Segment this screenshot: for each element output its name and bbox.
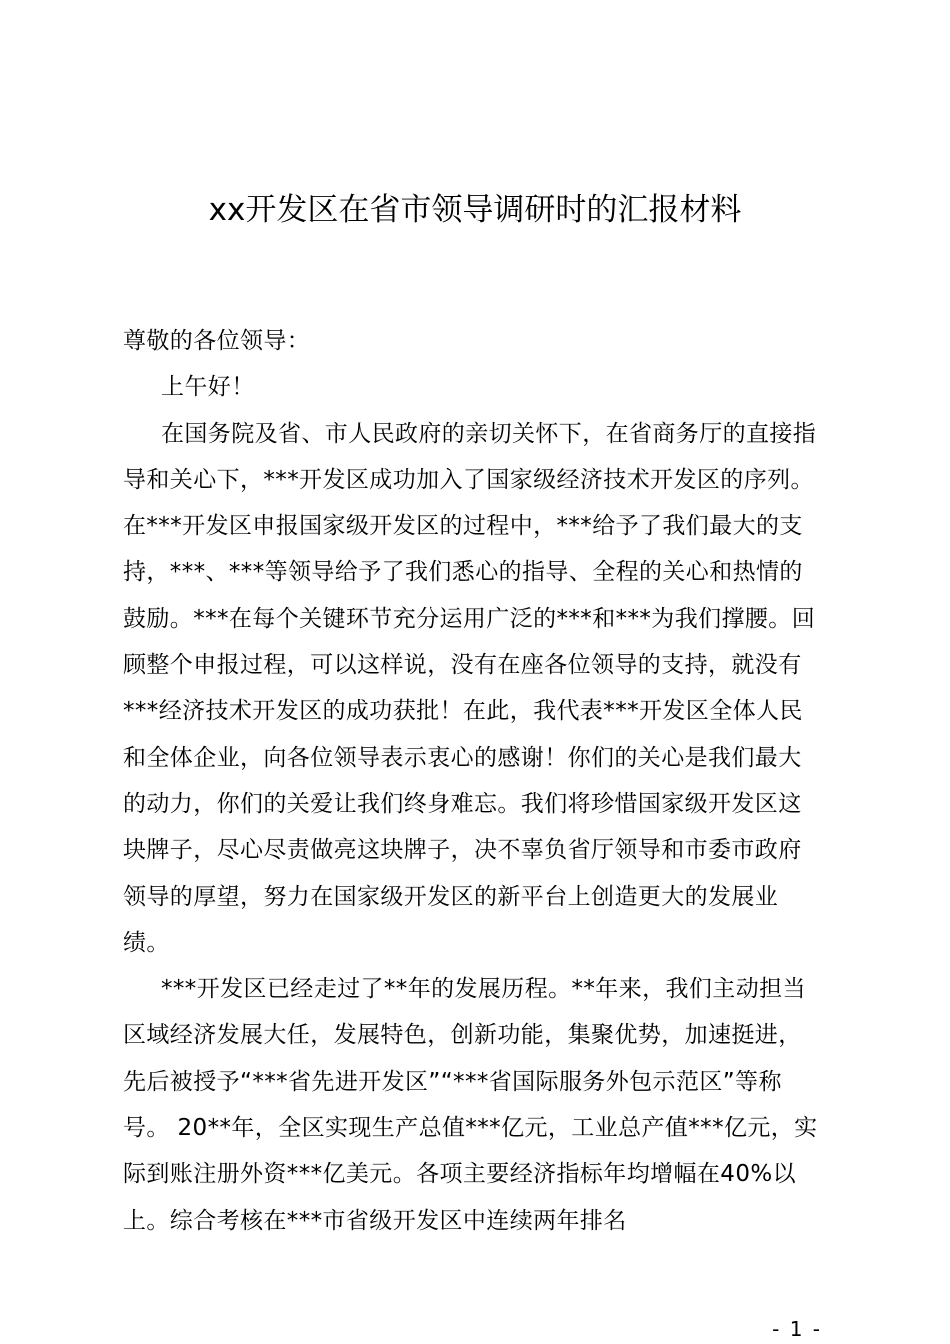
paragraph-2: ***开发区已经走过了**年的发展历程。**年来，我们主动担当区域经济发展大任，发展特色，创新功能，集聚优势，加速挺进，先后被授予“***省先进开发区”“***省国际服务外包示范区”等称号。 20**年，全区实现生产总值***亿元，工业总产值***亿元，实际到账注册外资***亿美元。各项主要经济指标年均增幅在40%以上。综合考核在***市省级开发区中连续两年排名 (123, 976, 818, 1234)
greeting: 上午好！ (161, 374, 255, 401)
paragraph-1: 在国务院及省、市人民政府的亲切关怀下，在省商务厅的直接指导和关心下，***开发区成功加入了国家级经济技术开发区的序列。在***开发区申报国家级开发区的过程中，***给予了我们最大的支持，***、***等领导给予了我们悉心的指导、全程的关心和热情的鼓励。***在每个关键环节充分运用广泛的***和***为我们撑腰。回顾整个申报过程，可以这样说，没有在座各位领导的支持，就没有***经济技术开发区的成功获批！在此，我代表***开发区全体人民和全体企业，向各位领导表示衷心的感谢！你们的关心是我们最大的动力，你们的关爱让我们终身难忘。我们将珍惜国家级开发区这块牌子，尽心尽责做亮这块牌子，决不辜负省厅领导和市委市政府领导的厚望，努力在国家级开发区的新平台上创造更大的发展业绩。 (123, 420, 817, 956)
page-number: - 1 - (772, 1317, 822, 1341)
document-body (123, 318, 823, 1244)
document-title: xx开发区在省市领导调研时的汇报材料 (208, 192, 742, 228)
salutation: 尊敬的各位领导： (123, 328, 311, 354)
